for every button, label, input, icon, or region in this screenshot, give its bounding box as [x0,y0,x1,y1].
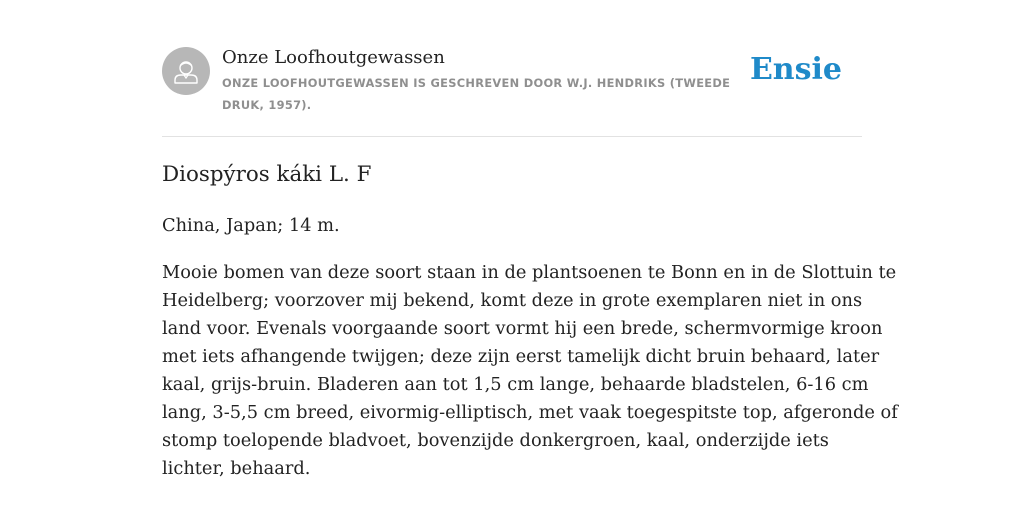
description-line: lichter, behaard. [162,458,311,479]
source-description: ONZE LOOFHOUTGEWASSEN IS GESCHREVEN DOOR W.J. HENDRIKS (TWEEDE DRUK, 1957). [222,76,731,112]
description-line: kaal, grijs-bruin. Bladeren aan tot 1,5 cm lange, behaarde bladstelen, 6-16 cm [162,374,869,395]
entry-title: Diospýros káki L. F [162,162,372,187]
entry-description [162,259,898,483]
description-line: stomp toelopende bladvoet, bovenzijde donkergroen, kaal, onderzijde iets [162,430,829,451]
description-line: land voor. Evenals voorgaande soort vormt hij een brede, schermvormige kroon [162,318,883,339]
description-line: Heidelberg; voorzover mij bekend, komt deze in grote exemplaren niet in ons [162,290,863,311]
entry-origin: China, Japan; 14 m. [162,215,340,236]
page [162,0,898,479]
description-line: lang, 3-5,5 cm breed, eivormig-elliptisch, met vaak toegespitste top, afgeronde of [162,402,898,423]
description-line: Mooie bomen van deze soort staan in de plantsoenen te Bonn en in de Slottuin te [162,262,897,283]
source-title[interactable]: Onze Loofhoutgewassen [222,47,445,68]
source-header [162,0,862,137]
description-line: met iets afhangende twijgen; deze zijn eerst tamelijk dicht bruin behaard, later [162,346,880,367]
brand-logo[interactable]: Ensie [749,52,842,87]
user-silhouette-icon [162,47,210,95]
